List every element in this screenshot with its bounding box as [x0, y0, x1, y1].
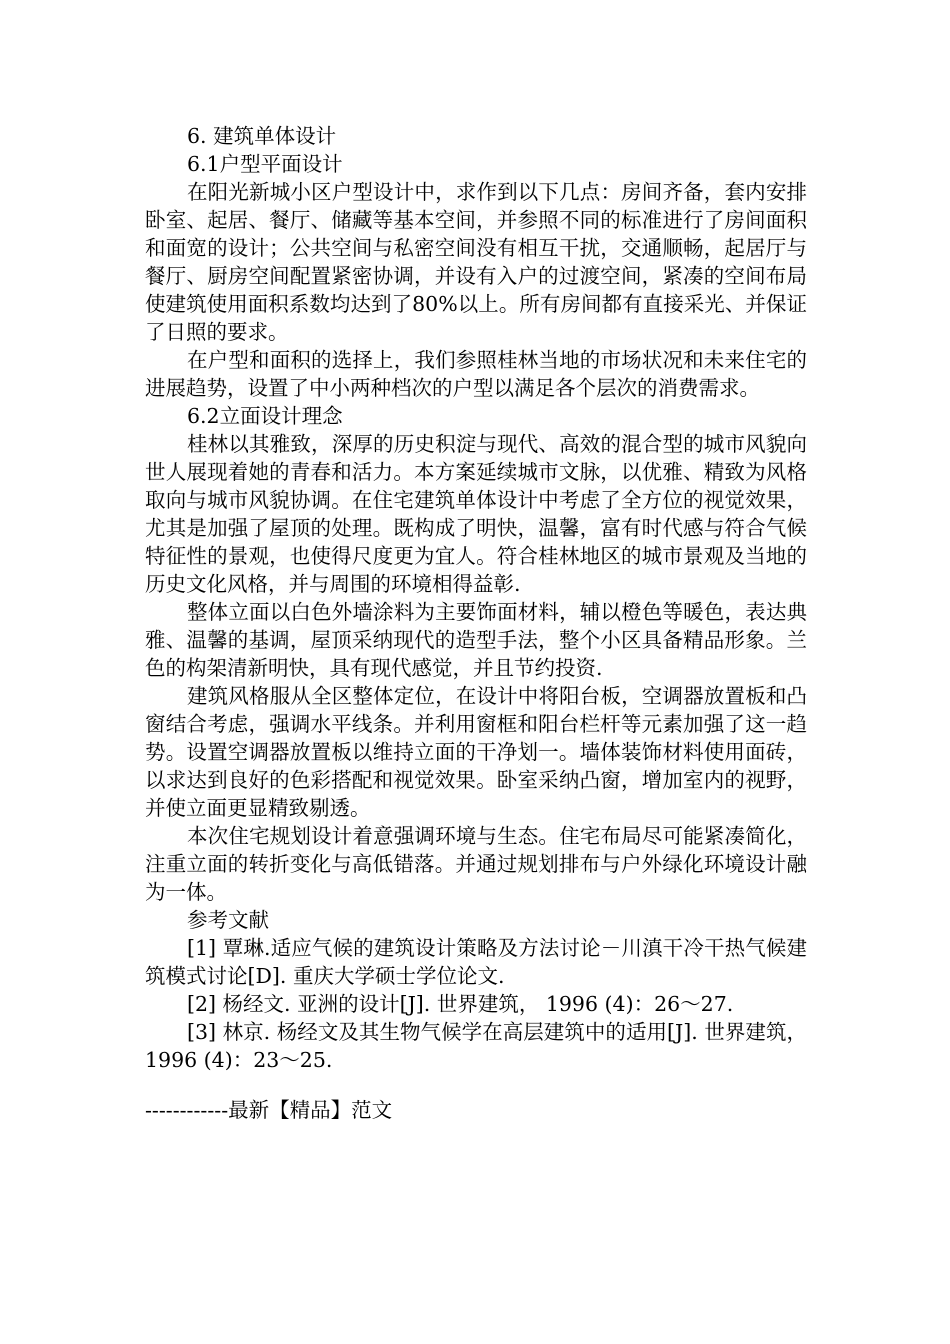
section-heading-6: 6. 建筑单体设计 [187, 124, 337, 148]
references-heading: 参考文献 [187, 908, 269, 932]
reference-item-2: [2] 杨经文. 亚洲的设计[J]. 世界建筑， 1996 (4)：26～27. [187, 992, 734, 1016]
section-heading-6-1: 6.1户型平面设计 [187, 152, 343, 176]
page-footer: ------------最新【精品】范文 [145, 1098, 393, 1122]
paragraph-unit-plan: 在阳光新城小区户型设计中，求作到以下几点：房间齐备，套内安排卧室、起居、餐厅、储藏等基本空间，并参照不同的标准进行了房间面积和面宽的设计；公共空间与私密空间没有相互干扰，交通顺畅，起居厅与餐厅、厨房空间配置紧密协调，并设有入户的过渡空间，紧凑的空间布局使建筑使用面积系数均达到了80%以上。所有房间都有直接采光、并保证了日照的要求。 [145, 180, 807, 344]
section-heading-6-2: 6.2立面设计理念 [187, 404, 343, 428]
paragraph-guilin-style: 桂林以其雅致，深厚的历史积淀与现代、高效的混合型的城市风貌向世人展现着她的青春和活力。本方案延续城市文脉，以优雅、精致为风格取向与城市风貌协调。在住宅建筑单体设计中考虑了全方位的视觉效果，尤其是加强了屋顶的处理。既构成了明快，温馨，富有时代感与符合气候特征性的景观，也使得尺度更为宜人。符合桂林地区的城市景观及当地的历史文化风格，并与周围的环境相得益彰. [145, 432, 807, 596]
paragraph-environment: 本次住宅规划设计着意强调环境与生态。住宅布局尽可能紧凑简化，注重立面的转折变化与高低错落。并通过规划排布与户外绿化环境设计融为一体。 [145, 824, 807, 904]
document-body [145, 122, 807, 1074]
paragraph-unit-area: 在户型和面积的选择上，我们参照桂林当地的市场状况和未来住宅的进展趋势，设置了中小两种档次的户型以满足各个层次的消费需求。 [145, 348, 807, 400]
paragraph-architectural-style: 建筑风格服从全区整体定位，在设计中将阳台板，空调器放置板和凸窗结合考虑，强调水平线条。并利用窗框和阳台栏杆等元素加强了这一趋势。设置空调器放置板以维持立面的干净划一。墙体装饰材料使用面砖，以求达到良好的色彩搭配和视觉效果。卧室采纳凸窗，增加室内的视野，并使立面更显精致剔透。 [145, 684, 807, 820]
reference-item-3: [3] 林京. 杨经文及其生物气候学在高层建筑中的适用[J]. 世界建筑， 1996 (4)：23～25. [145, 1020, 807, 1072]
reference-item-1: [1] 覃琳.适应气候的建筑设计策略及方法讨论－川滇干冷干热气候建筑模式讨论[D]. 重庆大学硕士学位论文. [145, 936, 807, 988]
paragraph-facade-material: 整体立面以白色外墙涂料为主要饰面材料，辅以橙色等暖色，表达典雅、温馨的基调，屋顶采纳现代的造型手法，整个小区具备精品形象。兰色的构架清新明快，具有现代感觉，并且节约投资. [145, 600, 807, 680]
